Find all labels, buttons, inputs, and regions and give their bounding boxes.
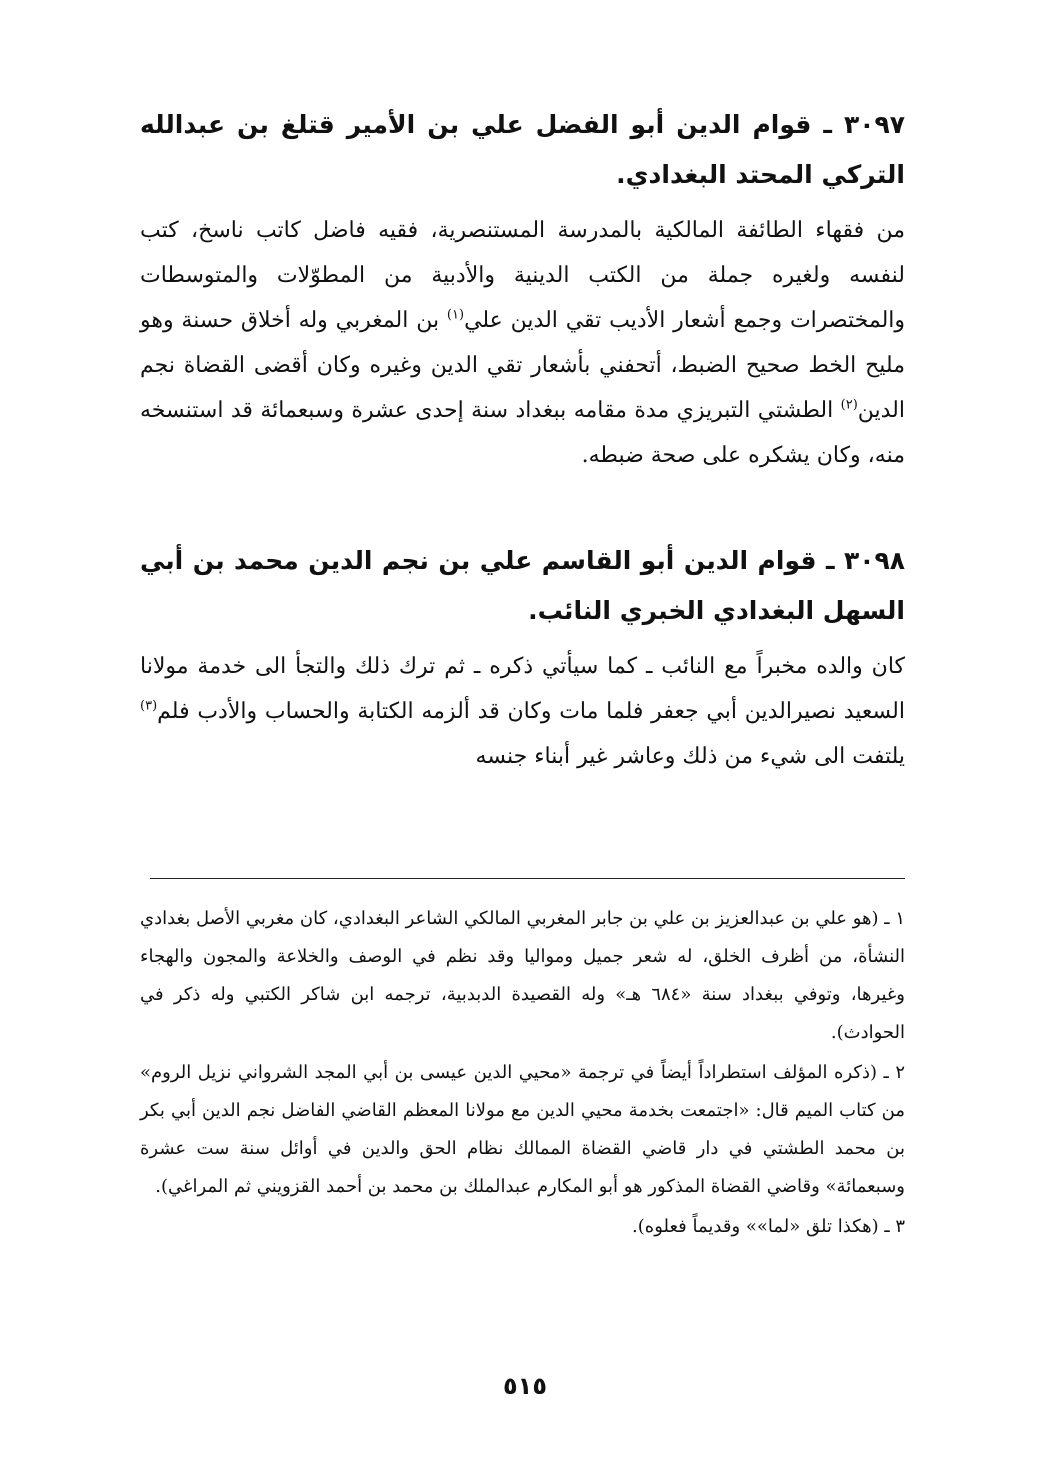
body-text: يلتفت الى شيء من ذلك وعاشر غير أبناء جنسه (475, 744, 905, 769)
entry-body (140, 208, 905, 478)
page-number: ٥١٥ (503, 1372, 547, 1400)
footnote-ref: (١) (446, 307, 465, 323)
body-text: الطشتي التبريزي مدة مقامه ببغداد سنة إحدى عشرة وسبعمائة قد استنسخه منه، وكان يشكره على صحة ضبطه. (140, 398, 905, 468)
body-text: كان والده مخبراً مع النائب ـ كما سيأتي ذكره ـ ثم ترك ذلك والتجأ الى خدمة مولانا السعيد نصيرالدين أبي جعفر فلما مات وكان قد ألزمه الكتابة والحساب والأدب فلم (140, 654, 905, 724)
body-text: من فقهاء الطائفة المالكية بالمدرسة المستنصرية، فقيه فاضل كاتب ناسخ، كتب لنفسه ولغيره جملة من الكتب الدينية والأدبية من المطوّلات والمتوسطات والمختصرات وجمع أشعار الأديب تقي الدين علي (140, 218, 906, 333)
footnote-ref: (٣) (140, 698, 158, 714)
footnote-3: ٣ ـ (هكذا تلق «لما»» وقديماً فعلوه). (632, 1216, 905, 1237)
entry-3097 (140, 100, 905, 478)
footnote-divider (150, 878, 905, 879)
footnotes (140, 900, 905, 1248)
main-text (140, 100, 905, 779)
entry-title: ٣٠٩٨ ـ قوام الدين أبو القاسم علي بن نجم الدين محمد بن أبي السهل البغدادي الخبري النائب. (140, 546, 905, 625)
footnote-2: ٢ ـ (ذكره المؤلف استطراداً أيضاً في ترجمة «محيي الدين عيسى بن أبي المجد الشرواني نزيل الروم» من كتاب الميم قال: «اجتمعت بخدمة محيي الدين مع مولانا المعظم القاضي الفاضل نجم الدين أبي بكر بن محمد الطشتي في دار قاضي القضاة الممالك نظام الحق والدين في أوائل سنة ست عشرة وسبعمائة» وقاضي القضاة المذكور هو أبو المكارم عبدالملك بن محمد بن أحمد القزويني ثم المراغي). (140, 1062, 905, 1197)
footnote-ref: (٢) (840, 397, 858, 413)
entry-title: ٣٠٩٧ ـ قوام الدين أبو الفضل علي بن الأمير قتلغ بن عبدالله التركي المحتد البغدادي. (140, 110, 905, 189)
footnote-1: ١ ـ (هو علي بن عبدالعزيز بن علي بن جابر المغربي المالكي الشاعر البغدادي، كان مغربي الأصل بغدادي النشأة، من أظرف الخلق، له شعر جميل ومواليا وقد نظم في الوصف والخلاعة والمجون والهجاء وغيرها، وتوفي ببغداد سنة «٦٨٤ هـ» وله القصيدة الدبدبية، ترجمه ابن شاكر الكتبي وله ذكر في الحوادث). (140, 908, 905, 1043)
entry-3098 (140, 536, 905, 779)
body-text: بن المغربي وله أخلاق حسنة وهو مليح الخط صحيح الضبط، أتحفني بأشعار تقي الدين وغيره وكان أقضى القضاة نجم الدين (140, 308, 905, 423)
entry-separator (140, 478, 905, 536)
entry-body (140, 644, 905, 779)
